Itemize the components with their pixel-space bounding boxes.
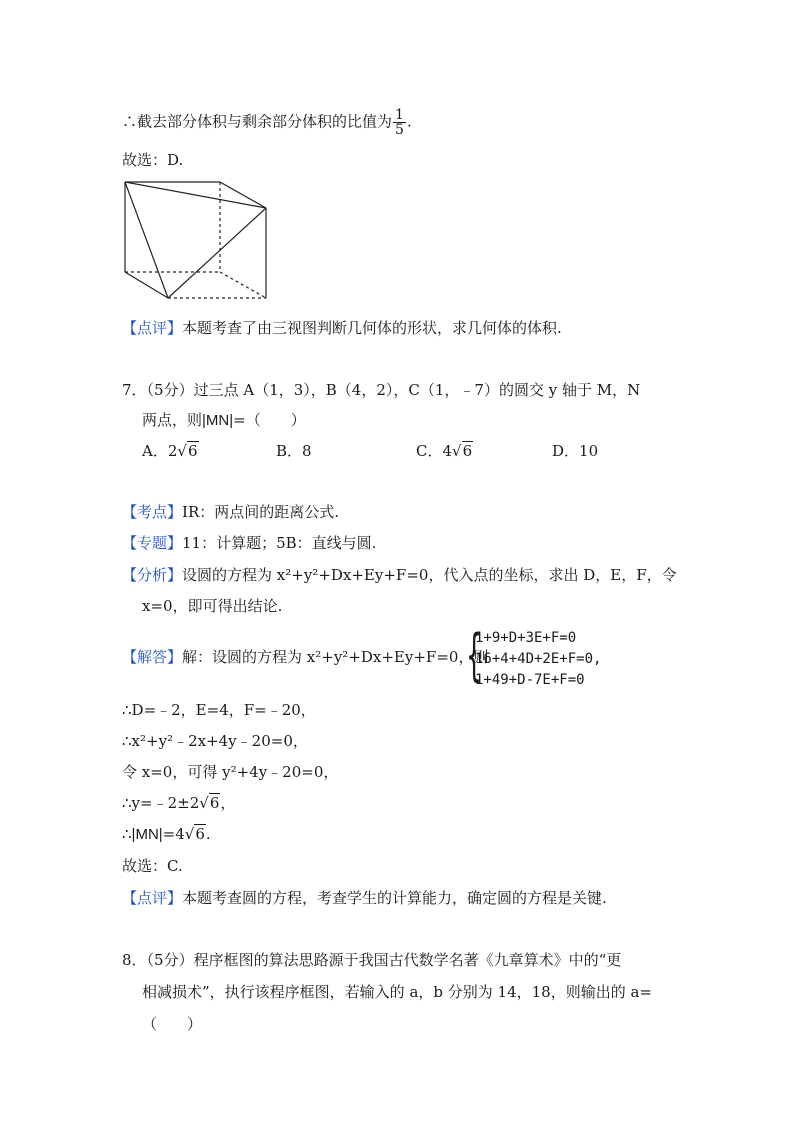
step1-line: ∴D=﹣2，E=4，F=﹣20， [122,701,316,719]
choose-c-line: 故选：C. [122,857,183,875]
q7-option-c-coef: 4 [442,442,453,460]
q7-stem-line1: 7．（5分）过三点 A（1，3），B（4，2），C（1，﹣7）的圆交 y 轴于 M，N [122,381,641,399]
step5-radicand: 6 [195,825,205,843]
fenxi-line2: x=0，即可得出结论. [142,597,283,615]
q7-stem-post: =（ ） [233,411,306,429]
equation-system [466,623,636,690]
q7-stem-pre: 两点，则 [142,411,203,429]
q7-stem-line2 [142,410,306,431]
ratio-fraction [393,108,406,137]
step4-line [122,793,235,813]
fenxi-line1 [122,565,677,585]
zhuanti-text: 11：计算题；5B：直线与圆. [182,534,377,552]
cube-edge [168,208,266,298]
q7-option-c-label: C． [416,442,443,460]
step4-pre: ∴y=﹣2±2 [122,794,200,812]
cube-edge [125,182,168,298]
q7-option-d: D．10 [552,442,599,460]
equation-2: 16+4+4D+2E+F=0, [475,651,602,667]
q7-option-a-coef: 2 [167,442,178,460]
jieda-text: 解：设圆的方程为 x²+y²+Dx+Ey+F=0，则 [182,648,489,666]
q8-stem-line2: 相减损术”，执行该程序框图，若输入的 a，b 分别为 14，18，则输出的 a= [142,983,652,1001]
step5-post: . [205,825,211,843]
step4-sqrt: √6 [199,794,220,812]
jieda-line [122,647,488,667]
comment6-tag: 【点评】 [122,319,183,337]
q7-option-b: B．8 [276,442,312,460]
step4-post: ， [220,794,236,812]
cube-edge [125,182,266,208]
kaodian-line [122,502,339,522]
ratio-prefix: ∴截去部分体积与剩余部分体积的比值为 [122,112,393,131]
cube-hidden-edge [220,272,266,298]
cube-edge [125,272,168,298]
q7-option-a-sqrt: √6 [177,442,198,460]
step5-line [122,824,211,845]
equation-1: 1+9+D+3E+F=0 [475,630,577,646]
comment7-line [122,888,607,908]
kaodian-tag: 【考点】 [122,503,183,521]
fenxi-tag: 【分析】 [122,566,183,584]
zhuanti-line [122,533,376,553]
step4-radicand: 6 [209,794,220,812]
ratio-numerator: 1 [395,107,404,123]
ratio-line [122,108,412,137]
equation-brace: { [466,623,483,688]
step5-pre: ∴ [122,825,132,843]
q8-stem-line3: （ ） [142,1015,203,1033]
q7-option-a-radicand: 6 [187,442,198,460]
comment7-tag: 【点评】 [122,889,183,907]
q7-option-a [142,441,199,461]
step2-line: ∴x²+y²﹣2x+4y﹣20=0， [122,732,308,750]
step3-line: 令 x=0，可得 y²+4y﹣20=0， [122,763,339,781]
q7-option-c-radicand: 6 [462,442,473,460]
fenxi-text1: 设圆的方程为 x²+y²+Dx+Ey+F=0，代入点的坐标，求出 D，E，F，令 [182,566,677,584]
zhuanti-tag: 【专题】 [122,534,183,552]
comment6-text: 本题考查了由三视图判断几何体的形状，求几何体的体积. [182,319,562,337]
q7-option-c-sqrt: √6 [452,442,473,460]
comment6-line [122,318,562,338]
q7-option-a-label: A． [142,442,168,460]
q8-stem-line1: 8．（5分）程序框图的算法思路源于我国古代数学名著《九章算术》中的“更 [122,951,622,969]
choose-d-line: 故选：D. [122,151,184,169]
step5-sqrt: √6 [184,825,205,843]
ratio-end: . [406,112,412,131]
step5-abs-mn: |MN| [131,826,163,843]
q7-option-c [416,441,473,461]
jieda-tag: 【解答】 [122,648,183,666]
cube-figure [122,178,272,303]
kaodian-text: IR：两点间的距离公式. [182,503,340,521]
step5-mid: =4 [162,825,185,843]
q7-abs-mn: |MN| [202,412,234,429]
equation-3: 1+49+D-7E+F=0 [475,672,585,688]
comment7-text: 本题考查圆的方程，考查学生的计算能力，确定圆的方程是关键. [182,889,607,907]
ratio-denominator: 5 [395,122,404,138]
